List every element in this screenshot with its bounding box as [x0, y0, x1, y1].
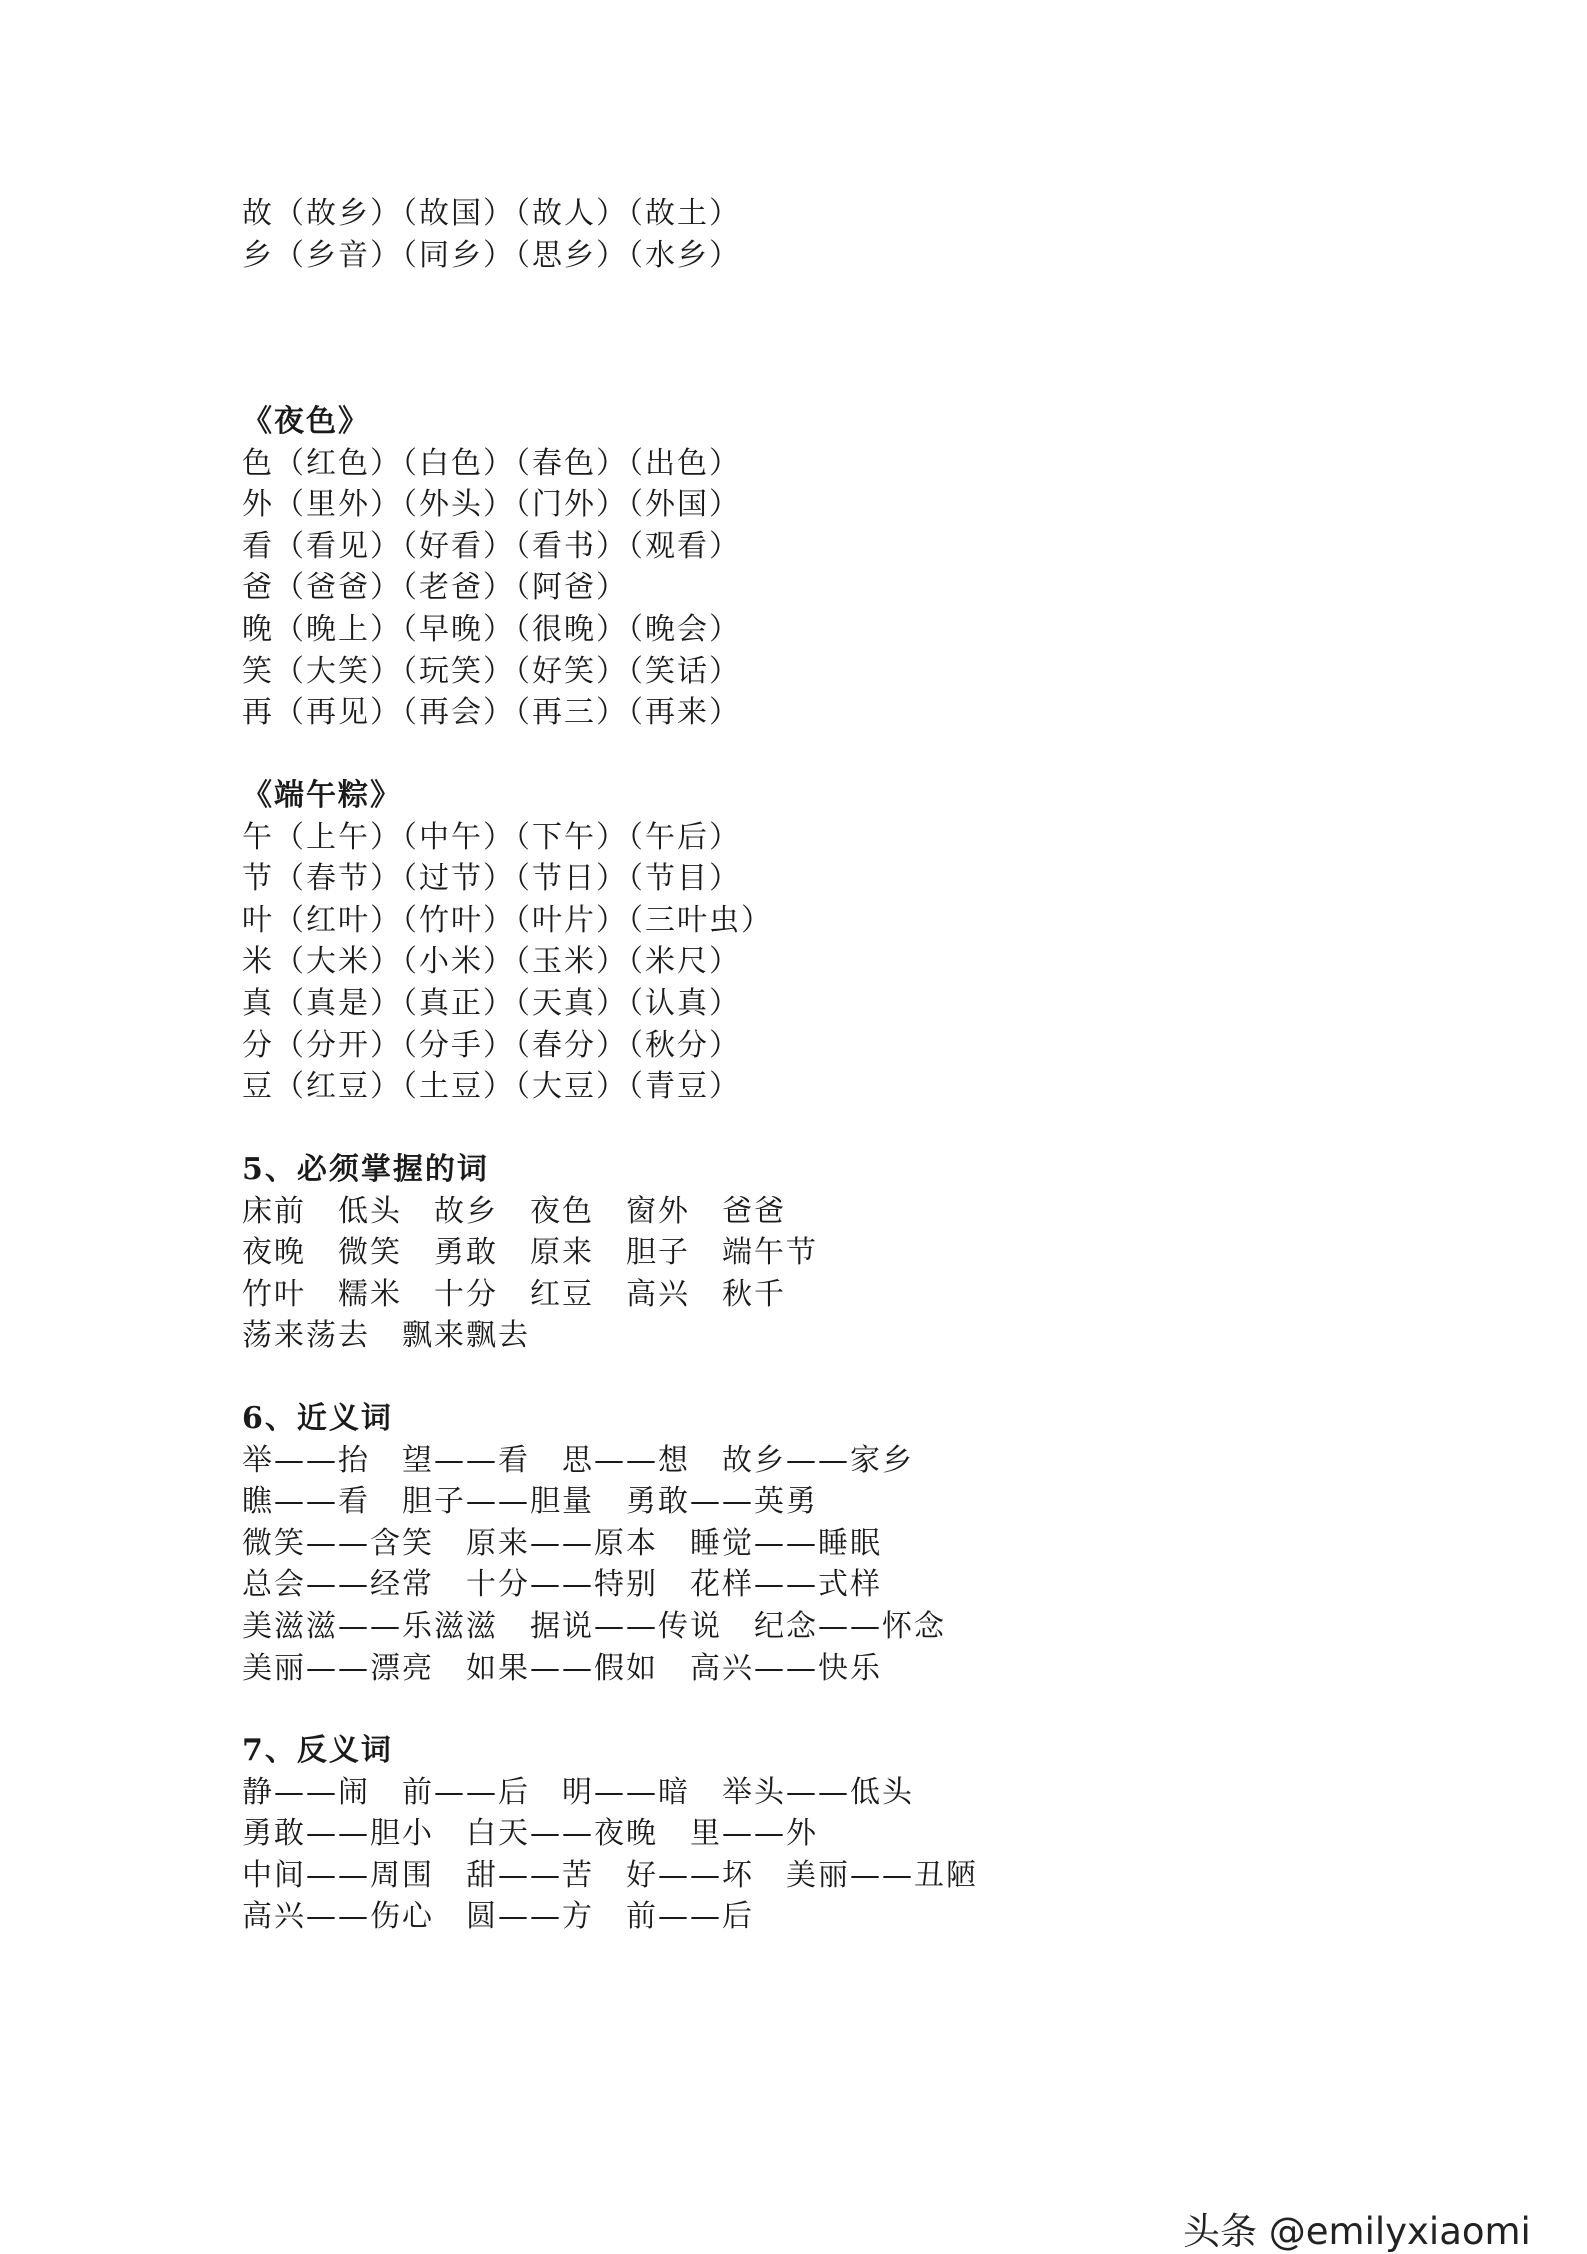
text-line: 午（上午）（中午）（下午）（午后） [242, 819, 741, 855]
text-line: 叶（红叶）（竹叶）（叶片）（三叶虫） [242, 902, 773, 938]
text-line: 美滋滋——乐滋滋 据说——传说 纪念——怀念 [242, 1608, 946, 1644]
section-title: 《夜色》 [242, 404, 370, 439]
text-line: 竹叶 糯米 十分 红豆 高兴 秋千 [242, 1276, 786, 1312]
text-line: 节（春节）（过节）（节日）（节目） [242, 861, 741, 897]
section-yese [242, 401, 741, 734]
text-line: 笑（大笑）（玩笑）（好笑）（笑话） [242, 653, 741, 689]
section-must-know-words [242, 1149, 818, 1357]
section-title: 《端午粽》 [242, 778, 402, 813]
text-line: 美丽——漂亮 如果——假如 高兴——快乐 [242, 1650, 882, 1686]
text-line: 夜晚 微笑 勇敢 原来 胆子 端午节 [242, 1235, 818, 1271]
text-line: 爸（爸爸）（老爸）（阿爸） [242, 570, 628, 606]
text-line: 荡来荡去 飘来飘去 [242, 1318, 530, 1354]
text-line: 勇敢——胆小 白天——夜晚 里——外 [242, 1816, 818, 1852]
text-line: 瞧——看 胆子——胆量 勇敢——英勇 [242, 1484, 818, 1520]
section-title: 5、必须掌握的词 [242, 1152, 489, 1187]
text-line: 晚（晚上）（早晚）（很晚）（晚会） [242, 611, 741, 647]
text-line: 高兴——伤心 圆——方 前——后 [242, 1899, 754, 1935]
section-gu-xiang [242, 193, 741, 276]
text-line: 床前 低头 故乡 夜色 窗外 爸爸 [242, 1193, 786, 1229]
section-synonyms [242, 1398, 946, 1689]
text-line: 真（真是）（真正）（天真）（认真） [242, 985, 741, 1021]
text-line: 静——闹 前——后 明——暗 举头——低头 [242, 1774, 914, 1810]
text-line: 米（大米）（小米）（玉米）（米尺） [242, 944, 741, 980]
section-duanwuzong [242, 775, 773, 1108]
text-line: 乡（乡音）（同乡）（思乡）（水乡） [242, 237, 741, 273]
text-line: 外（里外）（外头）（门外）（外国） [242, 487, 741, 523]
section-antonyms [242, 1730, 978, 1938]
section-title: 6、近义词 [242, 1401, 393, 1436]
text-line: 看（看见）（好看）（看书）（观看） [242, 528, 741, 564]
text-line: 豆（红豆）（土豆）（大豆）（青豆） [242, 1069, 741, 1105]
text-line: 再（再见）（再会）（再三）（再来） [242, 695, 741, 731]
text-line: 分（分开）（分手）（春分）（秋分） [242, 1027, 741, 1063]
text-line: 中间——周围 甜——苦 好——坏 美丽——丑陋 [242, 1857, 978, 1893]
text-line: 色（红色）（白色）（春色）（出色） [242, 445, 741, 481]
text-line: 总会——经常 十分——特别 花样——式样 [242, 1567, 882, 1603]
section-title: 7、反义词 [242, 1733, 393, 1768]
text-line: 举——抬 望——看 思——想 故乡——家乡 [242, 1442, 914, 1478]
text-line: 故（故乡）（故国）（故人）（故土） [242, 196, 741, 231]
text-line: 微笑——含笑 原来——原本 睡觉——睡眠 [242, 1525, 882, 1561]
watermark: 头条 @emilyxiaomi [1183, 2210, 1531, 2253]
